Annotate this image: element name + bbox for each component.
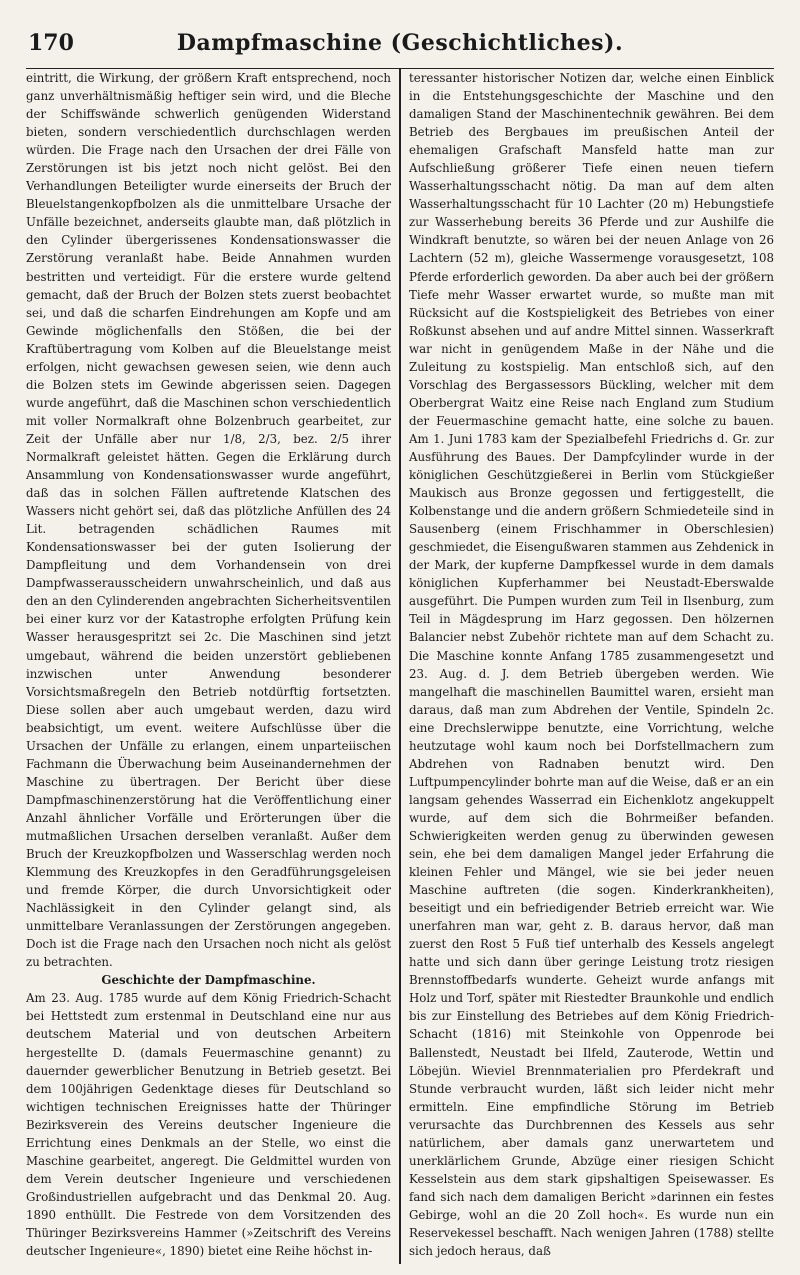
left-paragraph-2: Am 23. Aug. 1785 wurde auf dem König Friedrich-Schacht bei Hettstedt zum erstenmal in Deutschland eine nur aus deutschem Material und von deutschen Arbeitern hergestellte D. (damals Feuermaschine genannt) zu dauernder gewerblicher Benutzung in Betrieb gesetzt. Bei dem 100jährigen Gedenktage dieses für Deutschland so wichtigen technischen Ereignisses hatte der Thüringer Bezirksverein des Vereins deutscher Ingenieure die Errichtung eines Denkmals an der Stelle, wo einst die Maschine gearbeitet, angeregt. Die Geldmittel wurden von dem Verein deutscher Ingenieure und verschiedenen Großindustriellen aufgebracht und das Denkmal 20. Aug. 1890 enthüllt. Die Festrede von dem Vorsitzenden des Thüringer Bezirksvereins Hammer (»Zeitschrift des Vereins deutscher Ingenieure«, 1890) bietet eine Reihe höchst in- — [26, 991, 391, 1259]
section-heading: Geschichte der Dampfmaschine. — [101, 973, 316, 988]
running-title: Dampfmaschine (Geschichtliches). — [176, 30, 624, 56]
page-number: 170 — [28, 30, 74, 56]
left-column — [26, 69, 397, 1264]
text-columns — [26, 69, 774, 1264]
page-header — [26, 28, 774, 69]
left-paragraph-1: eintritt, die Wirkung, der größern Kraft entsprechend, noch ganz unverhältnismäßig heftiger sein wird, und die Bleche der Schiffswände schwerlich genügenden Widerstand bieten, sondern verschiedentlich durchschlagen werden würden. Die Frage nach den Ursachen der drei Fälle von Zerstörungen ist bis jetzt noch nicht gelöst. Bei den Verhandlungen Beteiligter wurde einerseits der Bruch der Bleuelstangenkopfbolzen als die unmittelbare Ursache der Unfälle bezeichnet, anderseits glaubte man, daß plötzlich in den Cylinder übergerissenes Kondensationswasser die Zerstörung veranlaßt habe. Beide Annahmen wurden bestritten und verteidigt. Für die erstere wurde geltend gemacht, daß der Bruch der Bolzen stets zuerst beobachtet sei, und daß die scharfen Eindrehungen am Kopfe und am Gewinde möglichenfalls den Stößen, die bei der Kraftübertragung vom Kolben auf die Bleuelstange meist erfolgen, nicht gewachsen gewesen seien, wie denn auch die Bolzen stets im Gewinde abgerissen seien. Dagegen wurde angeführt, daß die Maschinen schon verschiedentlich mit voller Normalkraft ohne Bolzenbruch gearbeitet, zur Zeit der Unfälle aber nur 1/8, 2/3, bez. 2/5 ihrer Normalkraft geleistet hätten. Gegen die Erklärung durch Ansammlung von Kondensationswasser wurde angeführt, daß das in solchen Fällen auftretende Klatschen des Wassers nicht gehört sei, daß das plötzliche Anfüllen des 24 Lit. betragenden schädlichen Raumes mit Kondensationswasser bei der guten Isolierung der Dampfleitung und dem Vorhandensein von drei Dampfwasserausscheidern unwahrscheinlich, und daß aus den an den Cylinderenden angebrachten Sicherheitsventilen bei einer kurz vor der Katastrophe erfolgten Prüfung kein Wasser herausgespritzt sei 2c. Die Maschinen sind jetzt umgebaut, während die beiden unzerstört gebliebenen inzwischen unter Anwendung besonderer Vorsichtsmaßregeln den Betrieb notdürftig fortsetzten. Diese sollen aber auch umgebaut werden, dazu wird beabsichtigt, um event. weitere Aufschlüsse über die Ursachen der Unfälle zu erlangen, einem unparteiischen Fachmann die Überwachung beim Auseinandernehmen der Maschine zu übertragen. Der Bericht über diese Dampfmaschinenzerstörung hat die Veröffentlichung einer Anzahl ähnlicher Vorfälle und Erörterungen über die mutmaßlichen Ursachen derselben veranlaßt. Außer dem Bruch der Kreuzkopfbolzen und Wasserschlag werden noch Klemmung des Kreuzkopfes in den Geradführungsgeleisen und fremde Körper, die durch Unvorsichtigkeit oder Nachlässigkeit in den Cylinder gelangt sind, als unmittelbare Veranlassungen der Zerstörungen angegeben. Doch ist die Frage nach den Ursachen noch nicht als gelöst zu betrachten. — [26, 71, 391, 970]
column-divider — [399, 69, 401, 1264]
right-column — [403, 69, 774, 1264]
right-paragraph-1: teressanter historischer Notizen dar, welche einen Einblick in die Entstehungsgeschichte der Maschine und den damaligen Stand der Maschinentechnik gewähren. Bei dem Betrieb des Bergbaues im preußischen Anteil der ehemaligen Grafschaft Mansfeld hatte man zur Aufschließung größerer Tiefe einen neuen tiefern Wasserhaltungsschacht nötig. Da man auf dem alten Wasserhaltungsschacht für 10 Lachter (20 m) Hebungstiefe zur Wasserhebung bereits 36 Pferde und zur Aushilfe die Windkraft benutzte, so wären bei der neuen Anlage von 26 Lachtern (52 m), gleiche Wassermenge vorausgesetzt, 108 Pferde erforderlich geworden. Da aber auch bei der größern Tiefe mehr Wasser erwartet wurde, so mußte man mit Rücksicht auf die Kostspieligkeit des Betriebes von einer Roßkunst absehen und auf andre Mittel sinnen. Wasserkraft war nicht in genügendem Maße in der Nähe und die Zuleitung zu kostspielig. Man entschloß sich, auf den Vorschlag des Bergassessors Bückling, welcher mit dem Oberbergrat Waitz eine Reise nach England zum Studium der Feuermaschine gemacht hatte, eine solche zu bauen. Am 1. Juni 1783 kam der Spezialbefehl Friedrichs d. Gr. zur Ausführung des Baues. Der Dampfcylinder wurde in der königlichen Geschützgießerei in Berlin vom Stückgießer Maukisch aus Bronze gegossen und fertiggestellt, die Kolbenstange und die andern größern Schmiedeteile sind in Sausenberg (einem Frischhammer in Oberschlesien) geschmiedet, die Eisengußwaren stammen aus Zehdenick in der Mark, der kupferne Dampfkessel wurde in dem damals königlichen Kupferhammer bei Neustadt-Eberswalde ausgeführt. Die Pumpen wurden zum Teil in Ilsenburg, zum Teil in Mägdesprung im Harz gegossen. Den hölzernen Balancier nebst Zubehör richtete man auf dem Schacht zu. Die Maschine konnte Anfang 1785 zusammengesetzt und 23. Aug. d. J. dem Betrieb übergeben werden. Wie mangelhaft die maschinellen Baumittel waren, ersieht man daraus, daß man zum Abdrehen der Ventile, Spindeln 2c. eine Drechslerwippe benutzte, eine Vorrichtung, welche heutzutage wohl kaum noch bei Dorfstellmachern zum Abdrehen von Radnaben benutzt wird. Den Luftpumpencylinder bohrte man auf die Weise, daß er an ein langsam gehendes Wasserrad ein Eichenklotz angekuppelt wurde, auf dem sich die Bohrmeißer befanden. Schwierigkeiten werden genug zu überwinden gewesen sein, ehe bei dem damaligen Mangel jeder Erfahrung die kleinen Fehler und Mängel, wie sie bei jeder neuen Maschine auftreten (die sogen. Kinderkrankheiten), beseitigt und ein befriedigender Betrieb erreicht war. Wie unerfahren man war, geht z. B. daraus hervor, daß man zuerst den Rost 5 Fuß tief unterhalb des Kessels angelegt hatte und sich dann über geringe Leistung trotz riesigen Brennstoffbedarfs wunderte. Geheizt wurde anfangs mit Holz und Torf, später mit Riestedter Braunkohle und endlich bis zur Einstellung des Betriebes auf dem König Friedrich-Schacht (1816) mit Steinkohle von Oppenrode bei Ballenstedt, Neustadt bei Ilfeld, Zauterode, Wettin und Löbejün. Wieviel Brennmaterialien pro Pferdekraft und Stunde verbraucht wurden, läßt sich leider nicht mehr ermitteln. Eine empfindliche Störung im Betrieb verursachte das Durchbrennen des Kessels aus sehr natürlichem, aber damals ganz unerwartetem und unerklärlichem Grunde, Abzüge einer riesigen Schicht Kesselstein aus dem stark gipshaltigen Speisewasser. Es fand sich nach dem damaligen Bericht »darinnen ein festes Gebirge, wohl an die 20 Zoll hoch«. Es wurde nun ein Reservekessel beschafft. Nach wenigen Jahren (1788) stellte sich jedoch heraus, daß — [409, 71, 774, 1259]
